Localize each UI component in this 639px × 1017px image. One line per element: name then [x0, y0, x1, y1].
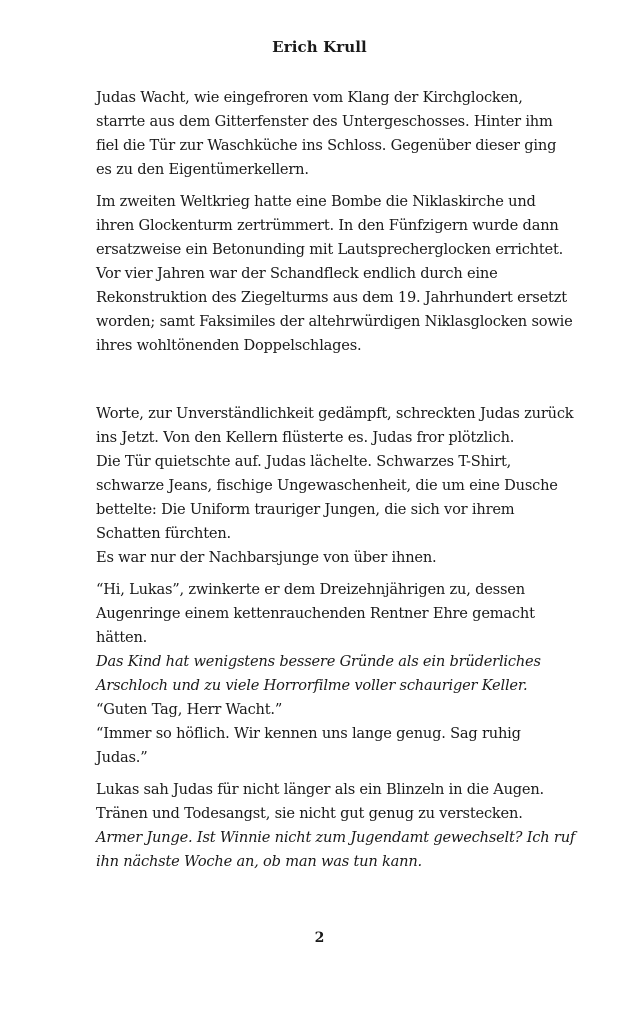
dialogue-line: “Guten Tag, Herr Wacht.”: [96, 701, 283, 718]
paragraph: Die Tür quietschte auf. Judas lächelte. Schwarzes T-Shirt, schwarze Jeans, fischige Ungewaschenheit, die um eine Dusche bettelte: Die Uniform trauriger Jungen, die sich vor ihrem Schatten fürchten.: [96, 453, 558, 542]
paragraph: Worte, zur Unverständlichkeit gedämpft, schreckten Judas zurück ins Jetzt. Von den Kellern flüsterte es. Judas fror plötzlich.: [96, 405, 574, 446]
paragraph-gap: [96, 570, 576, 578]
section-break: [96, 358, 576, 402]
paragraph: Judas Wacht, wie eingefroren vom Klang der Kirchglocken, starrte aus dem Gitterfenster des Untergeschosses. Hinter ihm fiel die Tür zur Waschküche ins Schloss. Gegenüber dieser ging es zu den Eigentümerkellern.: [96, 89, 557, 178]
paragraph-gap: [96, 770, 576, 778]
paragraph: Im zweiten Weltkrieg hatte eine Bombe die Niklaskirche und ihren Glockenturm zertrümmert. In den Fünfzigern wurde dann ersatzweise ein Betonunding mit Lautsprecherglocken errichtet. Vor vier Jahren war der Schandfleck endlich durch eine Rekonstruktion des Ziegelturms aus dem 19. Jahrhundert ersetzt worden; samt Faksimiles der altehrwürdigen Niklasglocken sowie ihres wohltönenden Doppelschlages.: [96, 193, 573, 354]
paragraph: Lukas sah Judas für nicht länger als ein Blinzeln in die Augen. Tränen und Todesangst, sie nicht gut genug zu verstecken.: [96, 781, 545, 822]
italic-thought: Armer Junge. Ist Winnie nicht zum Jugendamt gewechselt? Ich ruf ihn nächste Woche an, ob man was tun kann.: [96, 829, 576, 870]
running-header-author: Erich Krull: [272, 38, 367, 56]
body-text: [96, 86, 576, 874]
page-number: 2: [314, 930, 325, 946]
paragraph-gap: [96, 182, 576, 190]
paragraph: “Hi, Lukas”, zwinkerte er dem Dreizehnjährigen zu, dessen Augenringe einem kettenrauchenden Rentner Ehre gemacht hätten.: [96, 581, 535, 646]
italic-thought: Das Kind hat wenigstens bessere Gründe als ein brüderliches Arschloch und zu viele Horrorfilme voller schauriger Keller.: [96, 653, 541, 694]
dialogue-line: “Immer so höflich. Wir kennen uns lange genug. Sag ruhig Judas.”: [96, 725, 521, 766]
paragraph: Es war nur der Nachbarsjunge von über ihnen.: [96, 549, 437, 566]
